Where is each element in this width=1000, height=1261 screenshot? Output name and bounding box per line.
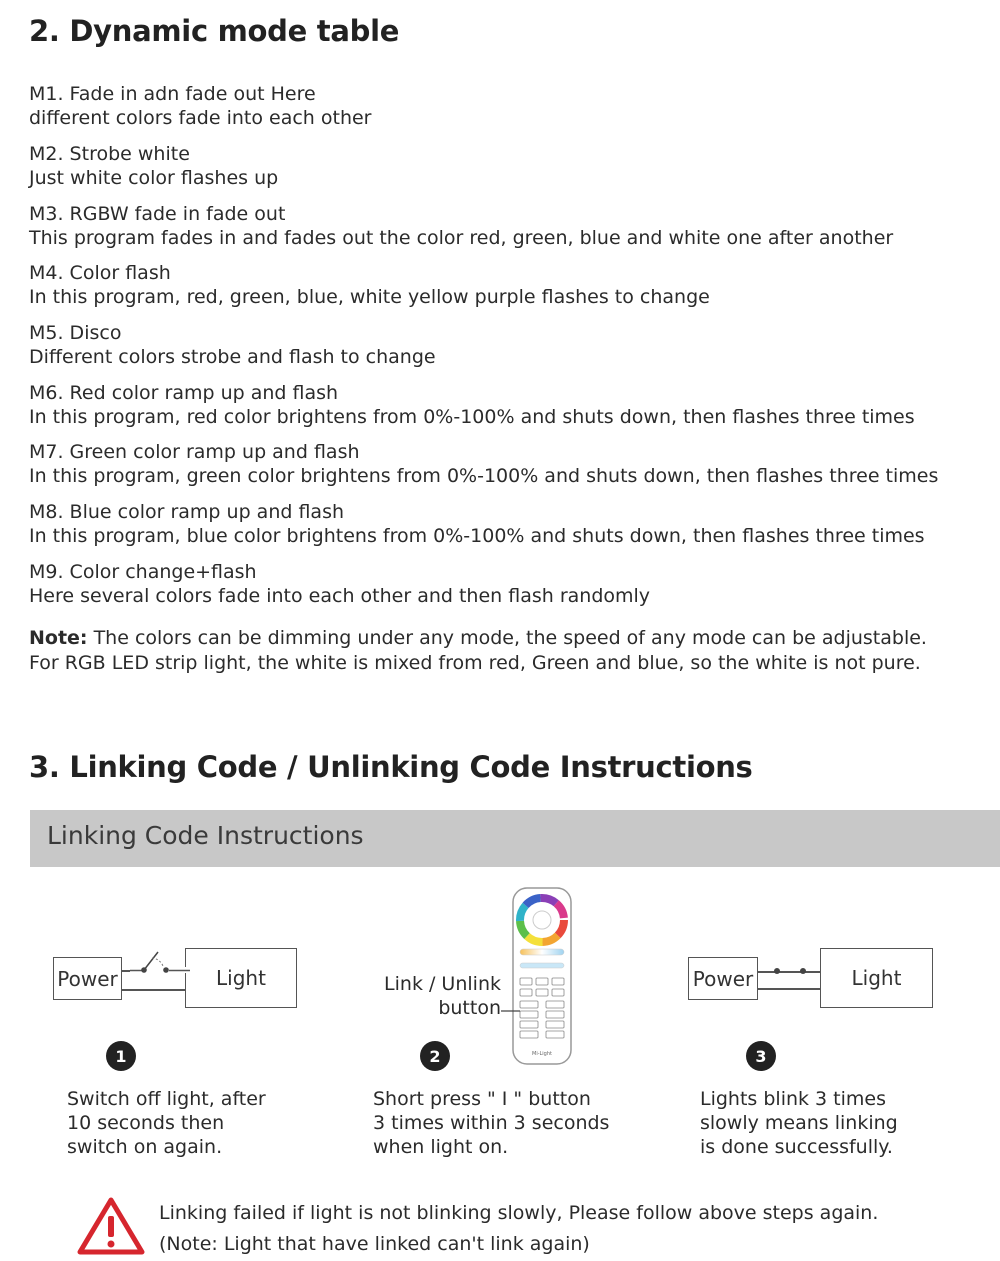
step-number-3: 3	[746, 1041, 776, 1071]
note-text-line2: For RGB LED strip light, the white is mixed from red, Green and blue, so the white is not pure.	[29, 652, 921, 674]
wire	[757, 988, 821, 990]
warning-icon	[76, 1196, 146, 1256]
wire	[120, 989, 186, 991]
mode-name: M3. RGBW fade in fade out	[29, 203, 286, 225]
mode-item-m3	[29, 202, 989, 250]
mode-item-m8	[29, 500, 989, 548]
light-box: Light	[820, 948, 933, 1008]
note-block	[29, 626, 989, 676]
step-number-2: 2	[420, 1041, 450, 1071]
step-3-text: Lights blink 3 times slowly means linking is done successfully.	[700, 1088, 898, 1158]
mode-item-m6	[29, 381, 989, 429]
step-2-text: Short press " I " button 3 times within 3 seconds when light on.	[373, 1088, 610, 1158]
warning-text: Linking failed if light is not blinking slowly, Please follow above steps again. (Note: Light that have linked can't link again)	[159, 1202, 879, 1255]
mode-item-m1	[29, 82, 989, 130]
mode-name: M4. Color flash	[29, 262, 171, 284]
note-label: Note:	[29, 627, 88, 649]
mode-description: Here several colors fade into each other and then flash randomly	[29, 585, 651, 607]
step-number-1: 1	[106, 1041, 136, 1071]
note-text: The colors can be dimming under any mode, the speed of any mode can be adjustable.	[87, 627, 927, 649]
mode-description: In this program, blue color brightens from 0%-100% and shuts down, then flashes three times	[29, 525, 925, 547]
mode-name: M1. Fade in adn fade out Here	[29, 83, 316, 105]
wire	[757, 971, 821, 973]
mode-item-m7	[29, 440, 989, 488]
section-3-title: 3. Linking Code / Unlinking Code Instructions	[29, 750, 753, 784]
mode-item-m2	[29, 142, 989, 190]
mode-item-m4	[29, 261, 989, 309]
contact-dot	[800, 968, 806, 974]
switch-off-icon	[130, 945, 190, 980]
remote-control-icon	[497, 887, 577, 1067]
mode-description: In this program, red, green, blue, white yellow purple flashes to change	[29, 286, 710, 308]
mode-name: M7. Green color ramp up and flash	[29, 441, 360, 463]
mode-description: This program fades in and fades out the color red, green, blue and white one after another	[29, 227, 894, 249]
linking-banner	[30, 810, 1000, 867]
mode-name: M9. Color change+flash	[29, 561, 257, 583]
contact-dot	[774, 968, 780, 974]
mode-item-m5	[29, 321, 989, 369]
mode-description: In this program, red color brightens from 0%-100% and shuts down, then flashes three times	[29, 406, 915, 428]
svg-text:Mi-Light: Mi-Light	[532, 1051, 552, 1057]
mode-description: different colors fade into each other	[29, 107, 372, 129]
mode-description: Just white color flashes up	[29, 167, 279, 189]
light-box: Light	[185, 948, 297, 1008]
power-box: Power	[688, 957, 758, 1000]
mode-name: M2. Strobe white	[29, 143, 190, 165]
mode-description: Different colors strobe and flash to change	[29, 346, 436, 368]
step-1-text: Switch off light, after 10 seconds then switch on again.	[67, 1088, 266, 1158]
link-unlink-label: Link / Unlink button	[384, 973, 501, 1019]
mode-name: M8. Blue color ramp up and flash	[29, 501, 345, 523]
mode-item-m9	[29, 560, 989, 608]
mode-description: In this program, green color brightens from 0%-100% and shuts down, then flashes three times	[29, 465, 939, 487]
section-2-title: 2. Dynamic mode table	[29, 14, 400, 48]
mode-name: M6. Red color ramp up and flash	[29, 382, 339, 404]
power-box: Power	[53, 957, 122, 1000]
mode-name: M5. Disco	[29, 322, 122, 344]
banner-title: Linking Code Instructions	[47, 821, 364, 850]
